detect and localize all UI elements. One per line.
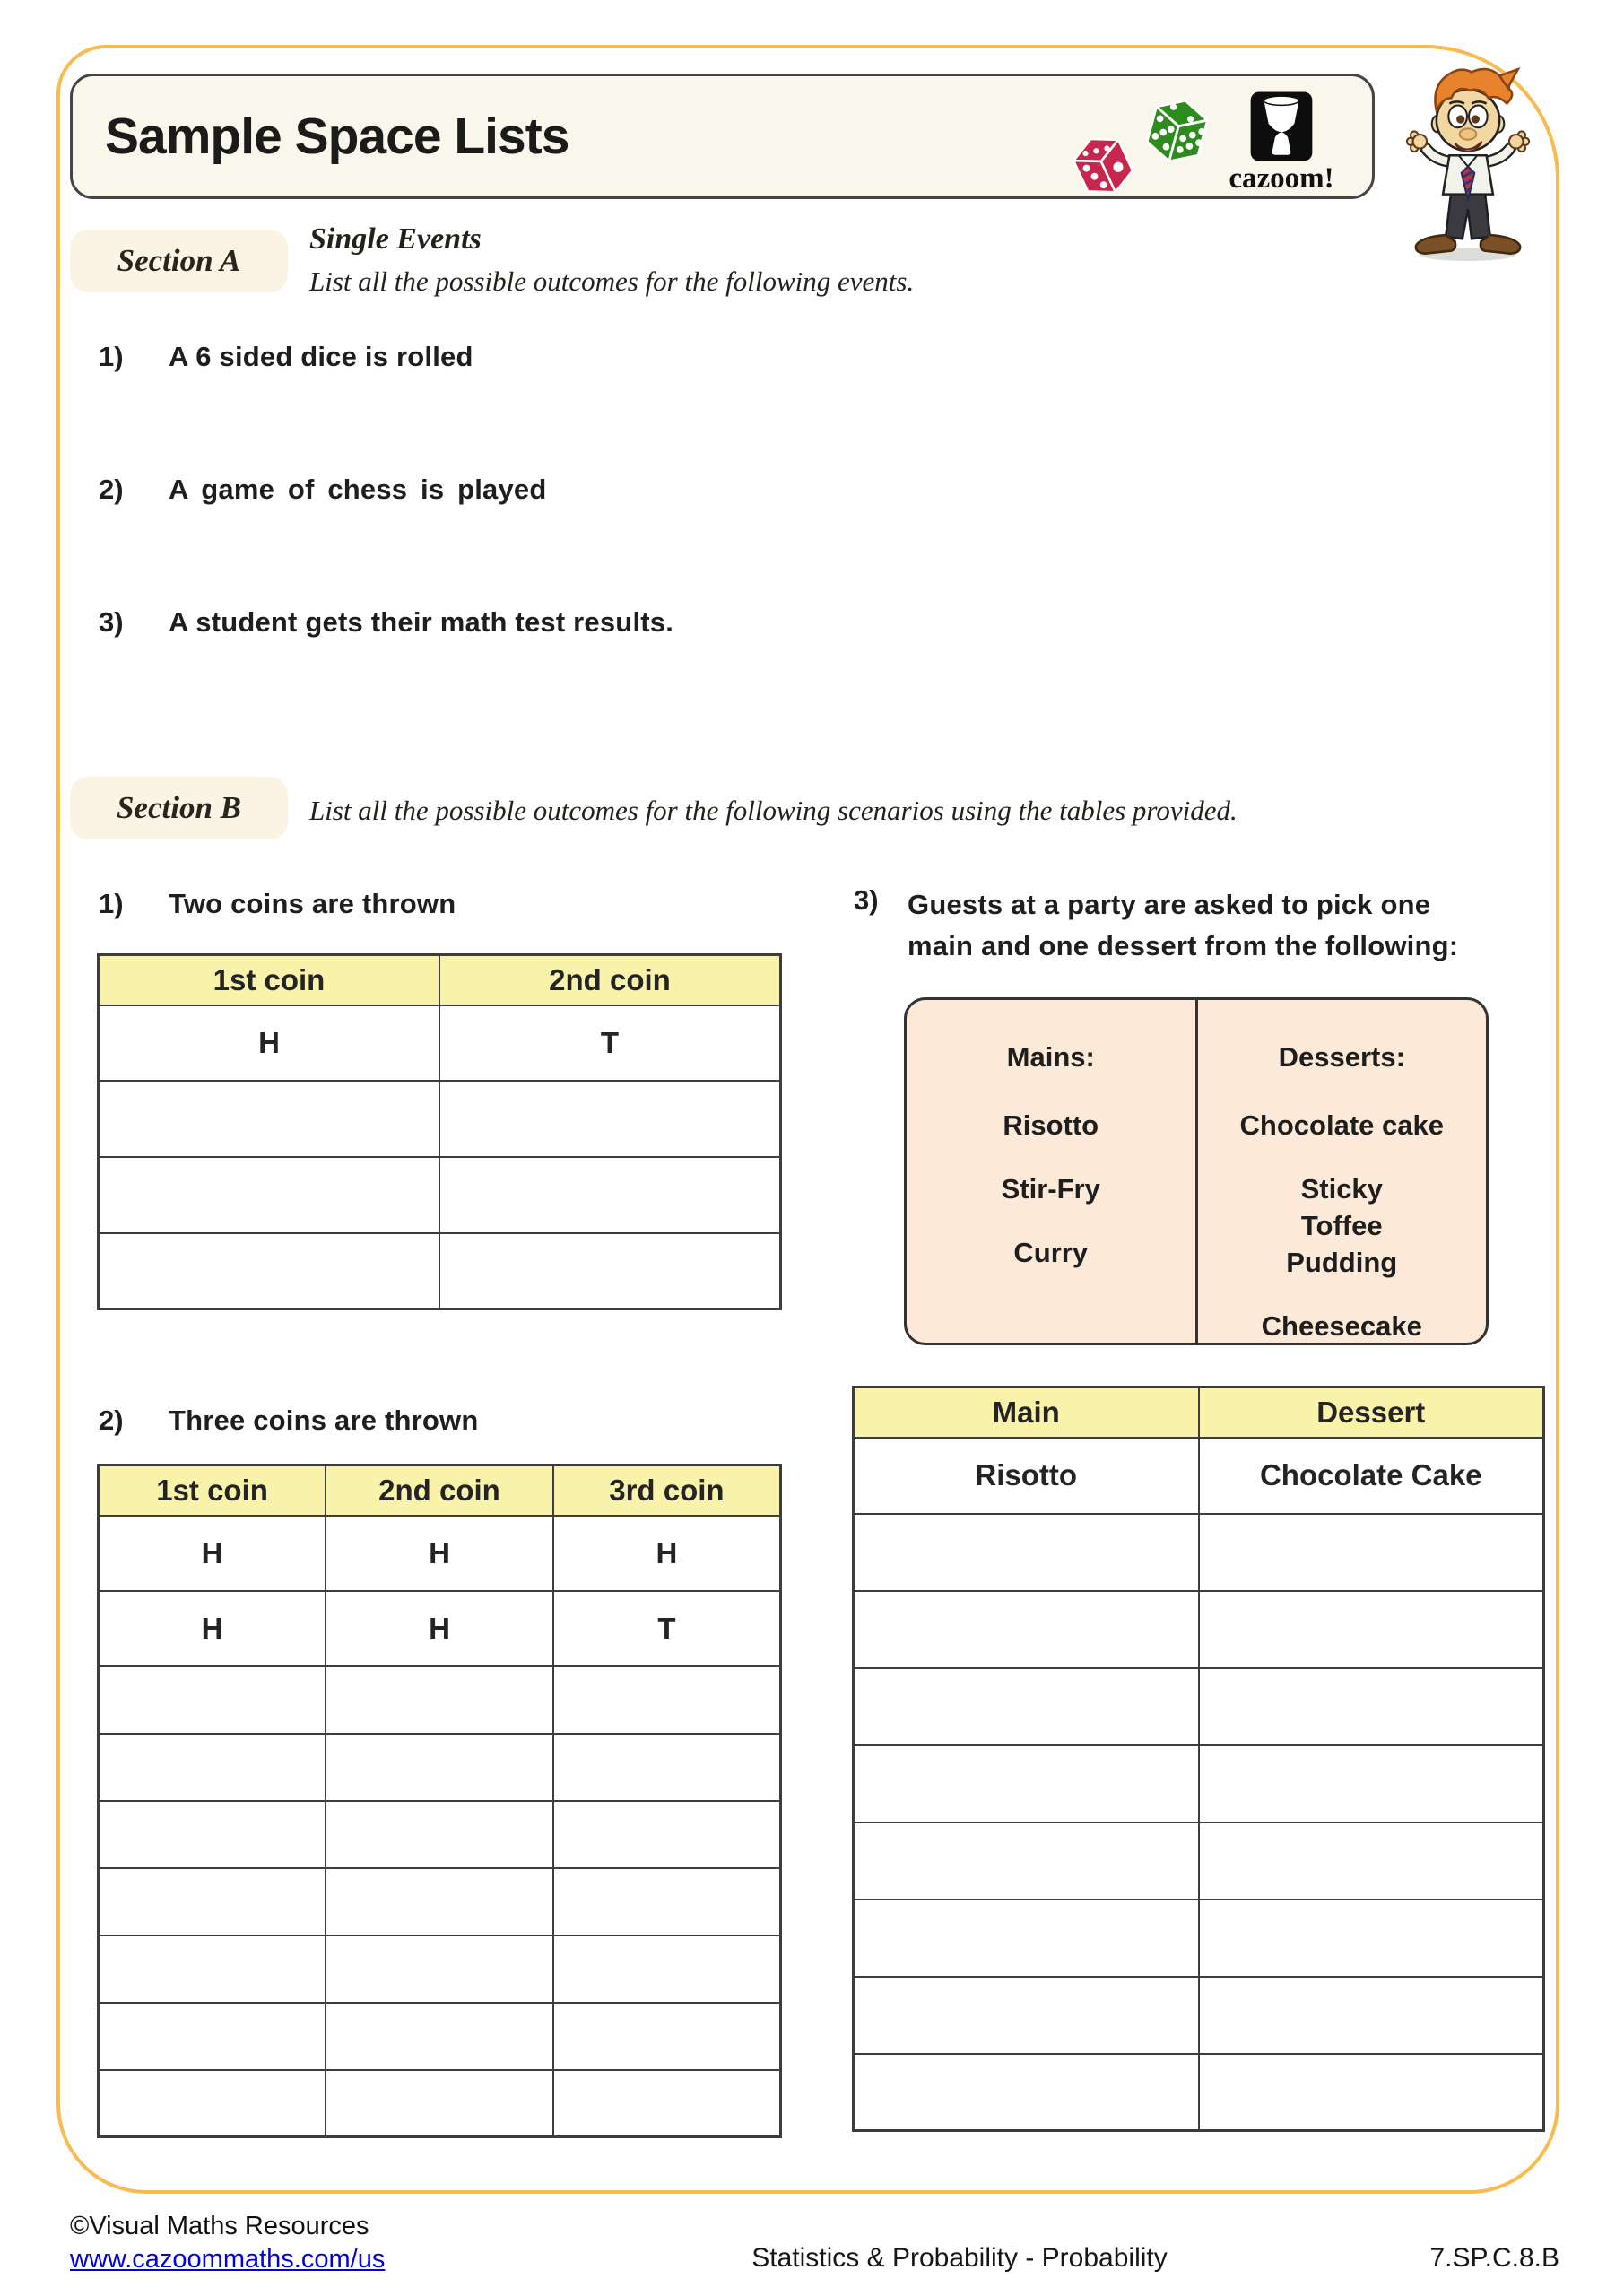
answer-cell [439,1233,781,1309]
answer-cell [854,1977,1199,2054]
menu-item: Chocolate cake [1239,1109,1444,1141]
desserts-column [1198,1000,1487,1343]
answer-cell [553,2070,781,2137]
answer-cell [99,2070,326,2137]
answer-cell [854,1591,1199,1668]
answer-cell [1199,1900,1544,1977]
question-text-line1: Guests at a party are asked to pick one [908,889,1431,920]
answer-cell [99,1935,326,2003]
answer-cell [553,1801,781,1868]
cazoom-mascot-illustration [1402,63,1534,262]
website-link[interactable]: www.cazoommaths.com/us [70,2245,386,2274]
column-header: Dessert [1199,1387,1544,1438]
answer-cell [326,1935,553,2003]
table-cell: Chocolate Cake [1199,1438,1544,1514]
answer-cell [1199,1514,1544,1591]
answer-cell [553,2003,781,2070]
question-text: A student gets their math test results. [169,606,674,638]
table-cell: T [439,1005,781,1081]
answer-cell [1199,1977,1544,2054]
mains-title: Mains: [1006,1041,1095,1073]
answer-cell [854,1745,1199,1822]
answer-cell [326,2070,553,2137]
question-number: 3) [99,606,124,638]
answer-cell [99,1081,440,1157]
page-title: Sample Space Lists [105,108,569,165]
answer-cell [439,1081,781,1157]
two-coins-table [97,953,782,1310]
copyright-text: ©Visual Maths Resources [70,2212,369,2240]
answer-cell [99,1666,326,1734]
table-cell: H [99,1591,326,1666]
answer-cell [99,1801,326,1868]
answer-cell [439,1157,781,1233]
question-number: 1) [99,888,124,919]
column-header: Main [854,1387,1199,1438]
column-header: 1st coin [99,1465,326,1516]
menu-item: Cheesecake [1261,1309,1422,1342]
answer-cell [553,1868,781,1935]
question-number: 1) [99,341,124,372]
answer-cell [854,1668,1199,1745]
menu-item: Sticky Toffee Pudding [1286,1172,1398,1278]
menu-item: Stir-Fry [1001,1172,1100,1205]
question-number: 2) [99,474,124,505]
answer-cell [854,1514,1199,1591]
answer-cell [854,1900,1199,1977]
main-dessert-table [852,1386,1545,2132]
question-text [908,884,1553,967]
answer-cell [99,1233,440,1309]
question-text: A game of chess is played [169,474,547,505]
question-text-line2: main and one dessert from the following: [908,930,1459,961]
section-b-instruction: List all the possible outcomes for the following scenarios using the tables provided. [309,795,1238,826]
column-header: 2nd coin [326,1465,553,1516]
red-die-icon [1061,121,1143,198]
table-cell: T [553,1591,781,1666]
question-text: A 6 sided dice is rolled [169,341,473,372]
question-text: Three coins are thrown [169,1405,479,1436]
section-a-label [70,230,288,292]
answer-cell [854,1822,1199,1900]
menu-options-box [904,997,1489,1345]
column-header: 1st coin [99,955,440,1005]
table-cell: H [326,1591,553,1666]
section-a-instruction: List all the possible outcomes for the following events. [309,265,915,297]
cazoom-drum-logo [1249,91,1314,162]
worksheet-header [70,74,1375,199]
answer-cell [1199,2054,1544,2131]
question-text: Two coins are thrown [169,888,456,919]
desserts-title: Desserts: [1278,1041,1405,1073]
standard-code: 7.SP.C.8.B [1429,2243,1559,2273]
cazoom-logo-wordmark: cazoom! [1229,162,1334,195]
answer-cell [1199,1745,1544,1822]
menu-item: Risotto [1003,1109,1099,1141]
three-coins-table [97,1464,782,2138]
answer-cell [1199,1591,1544,1668]
table-cell: H [326,1516,553,1591]
column-header: 3rd coin [553,1465,781,1516]
table-cell: H [99,1005,440,1081]
answer-cell [99,1868,326,1935]
menu-item: Curry [1013,1236,1089,1268]
answer-cell [1199,1668,1544,1745]
answer-cell [854,2054,1199,2131]
table-cell: H [553,1516,781,1591]
answer-cell [99,1157,440,1233]
answer-cell [326,2003,553,2070]
answer-cell [99,1734,326,1801]
answer-cell [326,1801,553,1868]
answer-cell [553,1734,781,1801]
green-die-icon [1135,82,1221,164]
topic-label: Statistics & Probability - Probability [751,2243,1168,2273]
table-cell: Risotto [854,1438,1199,1514]
section-a-label-text: Section A [117,243,241,278]
answer-cell [326,1734,553,1801]
answer-cell [326,1666,553,1734]
mains-column [907,1000,1195,1343]
answer-cell [553,1666,781,1734]
answer-cell [1199,1822,1544,1900]
question-number: 2) [99,1405,124,1436]
column-header: 2nd coin [439,955,781,1005]
section-b-label-text: Section B [116,790,242,825]
table-cell: H [99,1516,326,1591]
section-a-heading: Single Events [309,222,482,256]
answer-cell [553,1935,781,2003]
answer-cell [99,2003,326,2070]
section-b-label [70,777,288,839]
question-number: 3) [854,884,879,916]
answer-cell [326,1868,553,1935]
